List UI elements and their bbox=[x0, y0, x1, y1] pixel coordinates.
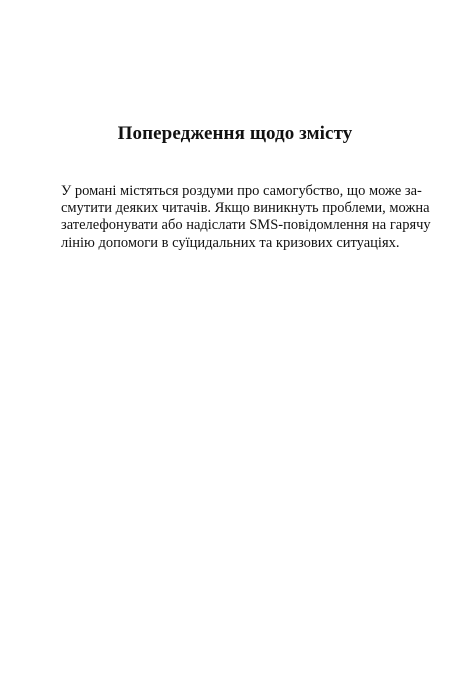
paragraph-line-3: зателефонувати або надіслати SMS-повідомлення на гарячу bbox=[61, 217, 431, 234]
content-warning-paragraph bbox=[61, 183, 431, 252]
paragraph-line-1: У романі містяться роздуми про самогубство, що може за- bbox=[61, 183, 422, 199]
paragraph-line-2: смутити деяких читачів. Якщо виникнуть проблеми, можна bbox=[61, 200, 430, 217]
page-title: Попередження щодо змісту bbox=[117, 123, 353, 144]
paragraph-line-4: лінію допомоги в суїцидальних та кризових ситуаціях. bbox=[61, 234, 400, 251]
